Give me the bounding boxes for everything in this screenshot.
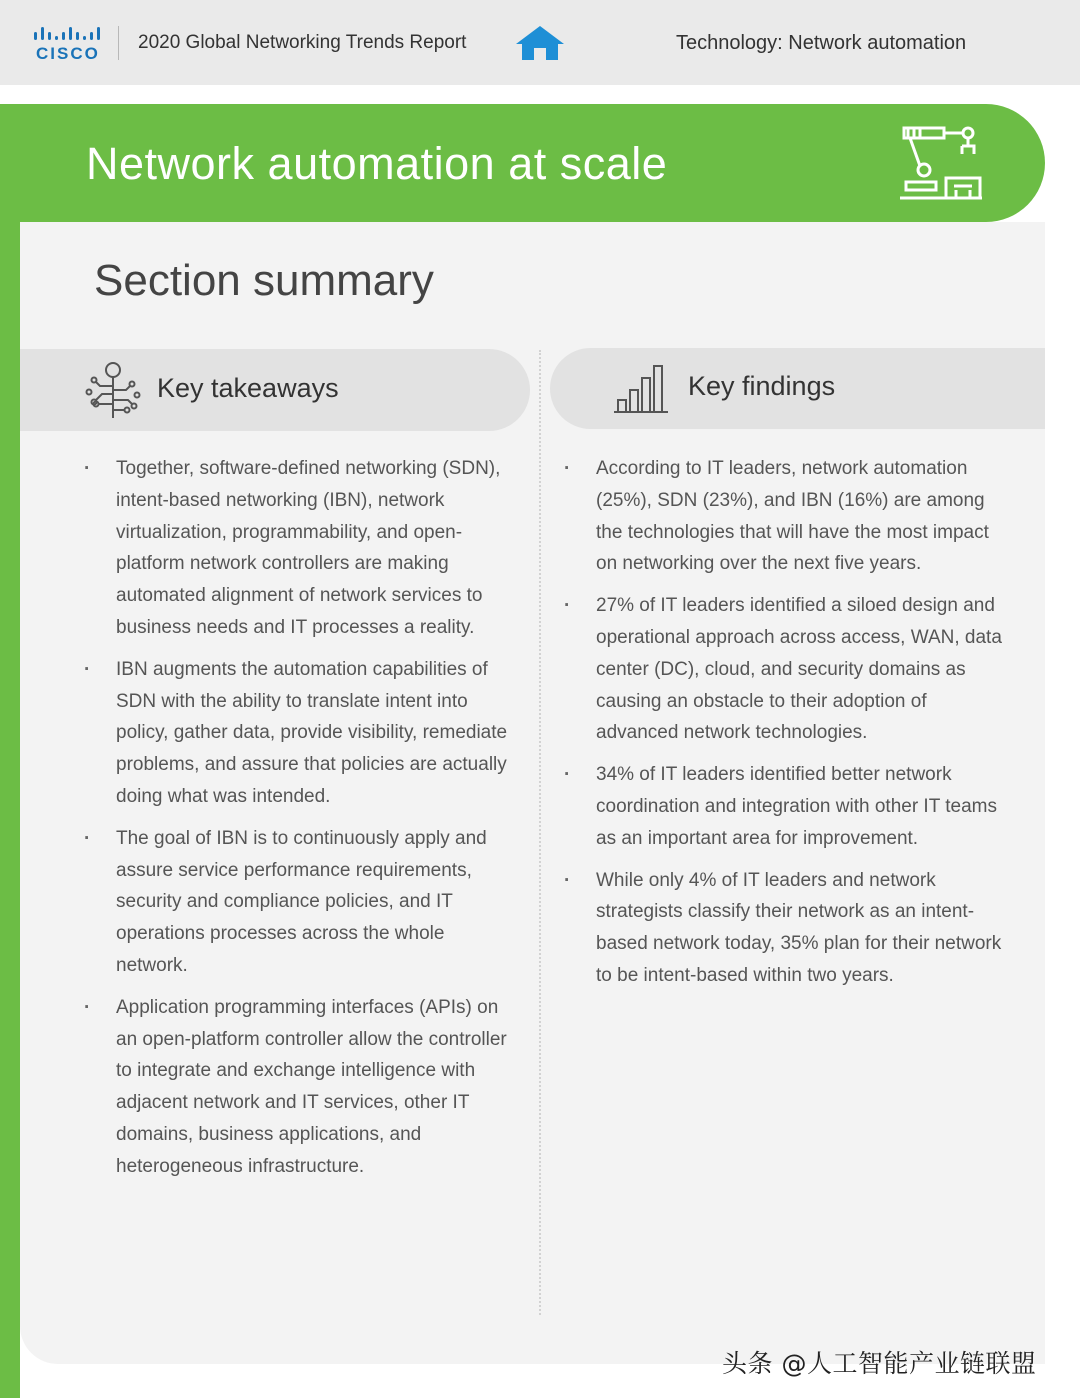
key-circuit-icon [84,360,142,420]
header-divider [118,26,119,60]
report-title: 2020 Global Networking Trends Report [138,32,467,53]
takeaways-list [116,453,521,1193]
home-icon[interactable] [514,24,566,62]
takeaways-label: Key takeaways [157,373,339,403]
watermark: 头条 @人工智能产业链联盟 [722,1349,1037,1378]
page-title: Network automation at scale [86,138,668,189]
findings-label: Key findings [688,371,836,401]
column-divider [539,350,541,1315]
green-side-stripe [0,200,20,1398]
findings-list [596,453,1006,1002]
list-item: · Together, software-defined networking (SDN), intent-based networking (IBN), network virtualization, programmability, and open-platform network controllers are making automated alignment of network services to business needs and IT processes a reality. [116,453,521,644]
robot-arm-icon [896,124,986,204]
list-item: · IBN augments the automation capabilities of SDN with the ability to translate intent into policy, gather data, provide visibility, remediate problems, and assure that policies are actually doing what was intended. [116,654,521,813]
cisco-logo-text: CISCO [36,44,100,63]
bar-chart-icon [614,362,668,414]
section-title: Section summary [94,256,434,305]
list-item: · 34% of IT leaders identified better network coordination and integration with other IT teams as an important area for improvement. [596,759,1006,854]
section-tag[interactable]: Technology: Network automation [676,32,967,54]
list-item: · 27% of IT leaders identified a siloed design and operational approach across access, WAN, data center (DC), cloud, and security domains as causing an obstacle to their adoption of advanced network technologies. [596,590,1006,749]
list-item: · The goal of IBN is to continuously apply and assure service performance requirements, security and compliance policies, and IT operations processes across the whole network. [116,823,521,982]
list-item: · Application programming interfaces (APIs) on an open-platform controller allow the controller to integrate and exchange intelligence with adjacent network and IT services, other IT domains, business applications, and heterogeneous infrastructure. [116,992,521,1183]
list-item: · According to IT leaders, network automation (25%), SDN (23%), and IBN (16%) are among the technologies that will have the most impact on networking over the next five years. [596,453,1006,580]
list-item: · While only 4% of IT leaders and network strategists classify their network as an intent-based network today, 35% plan for their network to be intent-based within two years. [596,865,1006,992]
